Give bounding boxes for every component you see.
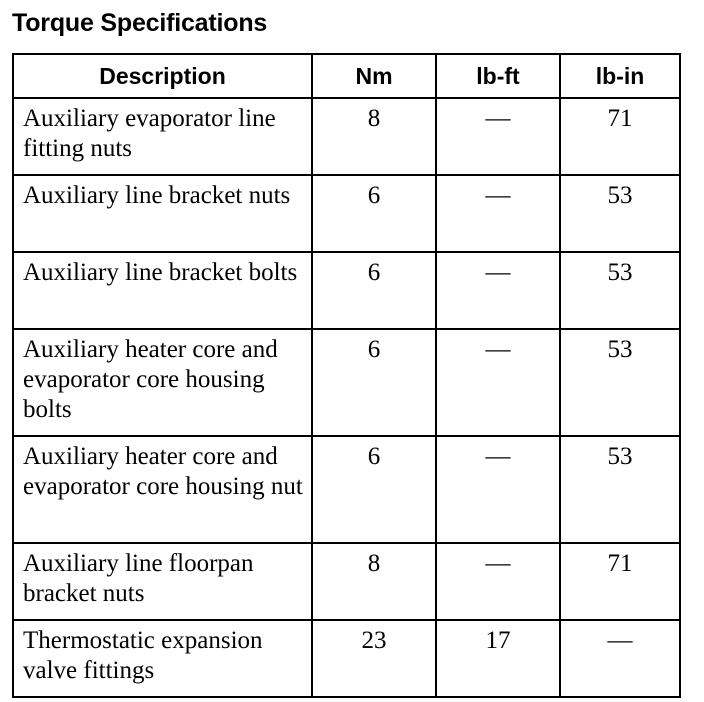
page-title: Torque Specifications	[12, 9, 268, 37]
description-cell: Auxiliary heater core and evaporator core housing nut	[13, 436, 312, 543]
lbin-cell: —	[560, 620, 680, 697]
table-row	[13, 436, 680, 543]
table-row	[13, 252, 680, 329]
table-row	[13, 98, 680, 175]
lbft-cell: —	[436, 543, 560, 620]
nm-cell: 6	[312, 252, 436, 329]
lbft-cell: —	[436, 175, 560, 252]
lbft-cell: —	[436, 329, 560, 436]
description-cell: Auxiliary line bracket nuts	[13, 175, 312, 252]
table-row	[13, 175, 680, 252]
table-row	[13, 620, 680, 697]
column-header-nm: Nm	[312, 54, 436, 98]
lbft-cell: —	[436, 436, 560, 543]
table-row	[13, 329, 680, 436]
table-header-row	[13, 54, 680, 98]
lbft-cell: —	[436, 252, 560, 329]
description-cell: Auxiliary heater core and evaporator core housing bolts	[13, 329, 312, 436]
description-cell: Auxiliary line bracket bolts	[13, 252, 312, 329]
lbin-cell: 53	[560, 175, 680, 252]
description-cell: Auxiliary line floorpan bracket nuts	[13, 543, 312, 620]
lbin-cell: 53	[560, 436, 680, 543]
nm-cell: 6	[312, 175, 436, 252]
lbft-cell: —	[436, 98, 560, 175]
column-header-lbft: lb-ft	[436, 54, 560, 98]
lbin-cell: 71	[560, 98, 680, 175]
nm-cell: 8	[312, 98, 436, 175]
nm-cell: 6	[312, 329, 436, 436]
description-cell: Auxiliary evaporator line fitting nuts	[13, 98, 312, 175]
description-cell: Thermostatic expansion valve fittings	[13, 620, 312, 697]
table-row	[13, 543, 680, 620]
column-header-lbin: lb-in	[560, 54, 680, 98]
lbin-cell: 53	[560, 252, 680, 329]
nm-cell: 23	[312, 620, 436, 697]
lbft-cell: 17	[436, 620, 560, 697]
lbin-cell: 53	[560, 329, 680, 436]
column-header-description: Description	[13, 54, 312, 98]
nm-cell: 8	[312, 543, 436, 620]
torque-spec-table	[12, 53, 681, 698]
lbin-cell: 71	[560, 543, 680, 620]
nm-cell: 6	[312, 436, 436, 543]
